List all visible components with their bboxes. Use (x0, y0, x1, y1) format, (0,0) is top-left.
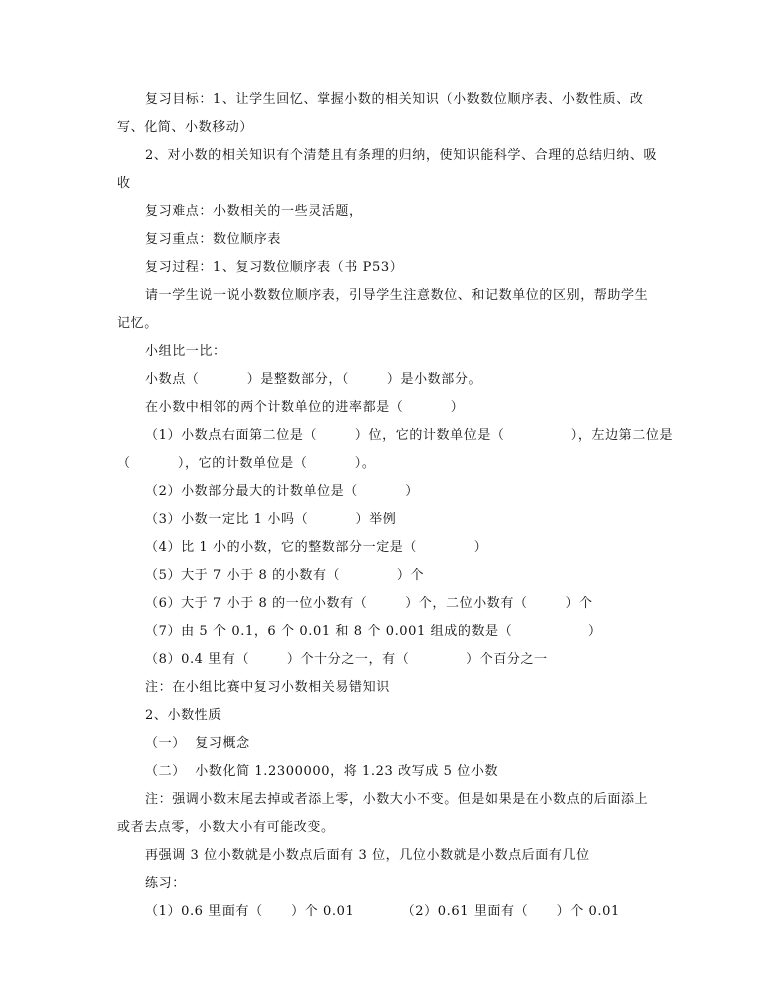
text-line-q1: （1）小数点右面第二位是（ ）位，它的计数单位是（ ），左边第二位是 (145, 428, 674, 443)
text-line-goal-2-cont: 收 (117, 176, 131, 191)
text-line-q3: （3）小数一定比 1 小吗（ ）举例 (145, 512, 397, 527)
text-line-goal: 复习目标：1、让学生回忆、掌握小数的相关知识（小数数位顺序表、小数性质、改 (145, 92, 644, 107)
text-line-q5: （5）大于 7 小于 8 的小数有（ ）个 (145, 568, 425, 583)
text-line-instruction-cont: 记忆。 (117, 316, 158, 331)
text-line-q4: （4）比 1 小的小数，它的整数部分一定是（ ） (145, 540, 488, 555)
text-line-q1-cont: （ ），它的计数单位是（ ）。 (117, 456, 376, 471)
text-line-sub-2: （二） 小数化简 1.2300000，将 1.23 改写成 5 位小数 (145, 764, 499, 779)
text-line-process: 复习过程：1、复习数位顺序表（书 P53） (145, 260, 404, 275)
text-line-q2: （2）小数部分最大的计数单位是（ ） (145, 484, 419, 499)
text-line-note-2: 注：强调小数末尾去掉或者添上零，小数大小不变。但是如果是在小数点的后面添上 (145, 792, 649, 807)
text-line-group-compare: 小组比一比： (145, 344, 227, 359)
text-line-focus: 复习重点：数位顺序表 (145, 232, 282, 247)
text-line-q6: （6）大于 7 小于 8 的一位小数有（ ）个，二位小数有（ ）个 (145, 596, 593, 611)
text-line-q-decimal-point: 小数点（ ）是整数部分，（ ）是小数部分。 (145, 372, 483, 387)
text-line-q7: （7）由 5 个 0.1，6 个 0.01 和 8 个 0.001 组成的数是（ ） (145, 624, 602, 639)
text-line-emphasis: 再强调 3 位小数就是小数点后面有 3 位，几位小数就是小数点后面有几位 (145, 848, 590, 863)
text-line-goal-cont: 写、化简、小数移动） (117, 120, 254, 135)
text-line-difficulty: 复习难点：小数相关的一些灵活题， (145, 204, 363, 219)
text-line-note-2-cont: 或者去点零，小数大小有可能改变。 (117, 820, 335, 835)
text-line-instruction: 请一学生说一说小数数位顺序表，引导学生注意数位、和记数单位的区别，帮助学生 (145, 288, 649, 303)
text-line-section-2: 2、小数性质 (145, 708, 222, 723)
text-line-q-rate: 在小数中相邻的两个计数单位的进率都是（ ） (145, 400, 465, 415)
text-line-practice: 练习： (145, 876, 186, 891)
text-line-practice-items: （1）0.6 里面有（ ）个 0.01 （2）0.61 里面有（ ）个 0.01 (145, 904, 620, 919)
text-line-goal-2: 2、对小数的相关知识有个清楚且有条理的归纳，使知识能科学、合理的总结归纳、吸 (145, 148, 658, 163)
text-line-note-1: 注：在小组比赛中复习小数相关易错知识 (145, 680, 390, 695)
text-line-sub-1: （一） 复习概念 (145, 736, 250, 751)
text-line-q8: （8）0.4 里有（ ）个十分之一，有（ ）个百分之一 (145, 652, 548, 667)
